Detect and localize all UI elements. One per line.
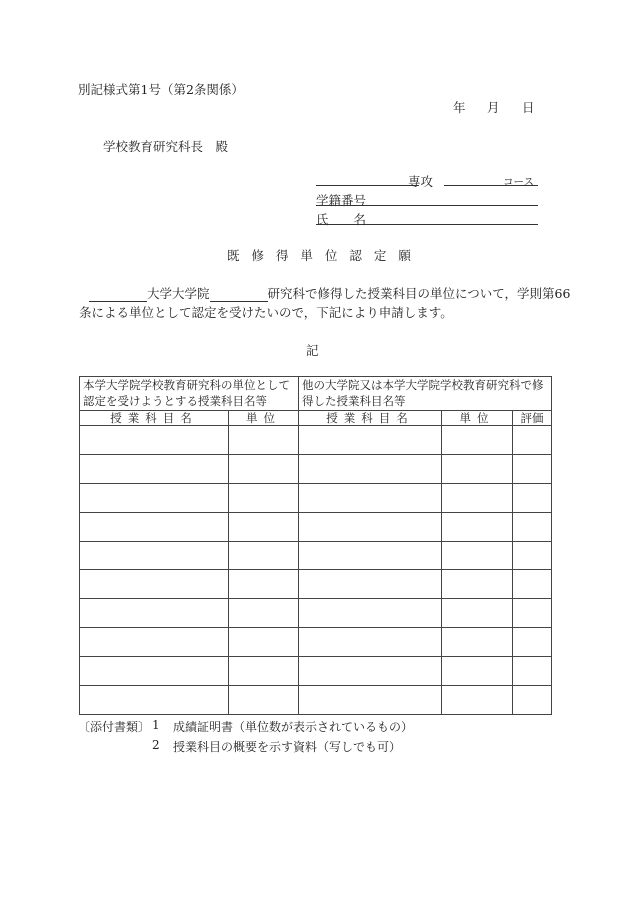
cell-credit-right[interactable] (442, 657, 513, 686)
date-year-label: 年 (453, 100, 466, 115)
cell-subject-left[interactable] (80, 570, 229, 599)
table-row (80, 512, 552, 541)
cell-evaluation[interactable] (513, 570, 552, 599)
cell-credit-right[interactable] (442, 454, 513, 483)
course-label: コース (503, 176, 534, 188)
cell-subject-left[interactable] (80, 426, 229, 455)
attachment-1-num: 1 (152, 718, 160, 732)
cell-subject-right[interactable] (299, 628, 442, 657)
table-row (80, 426, 552, 455)
cell-evaluation[interactable] (513, 512, 552, 541)
student-id-blank (316, 205, 538, 206)
major-label: 専攻 (408, 174, 434, 189)
cell-subject-left[interactable] (80, 512, 229, 541)
cell-subject-right[interactable] (299, 657, 442, 686)
cell-credit-left[interactable] (229, 686, 299, 715)
cell-evaluation[interactable] (513, 628, 552, 657)
cell-subject-right[interactable] (299, 454, 442, 483)
date-month-label: 月 (487, 100, 500, 115)
col-header-credit-left: 単位 (229, 411, 299, 426)
cell-credit-right[interactable] (442, 483, 513, 512)
cell-credit-left[interactable] (229, 628, 299, 657)
cell-subject-left[interactable] (80, 541, 229, 570)
left-header: 本学大学院学校教育研究科の単位として認定を受けようとする授業科目名等 (80, 377, 299, 411)
body-line-2: 条による単位として認定を受けたいので，下記により申請します。 (79, 305, 453, 320)
cell-evaluation[interactable] (513, 657, 552, 686)
cell-evaluation[interactable] (513, 426, 552, 455)
cell-credit-right[interactable] (442, 686, 513, 715)
cell-evaluation[interactable] (513, 541, 552, 570)
cell-subject-left[interactable] (80, 483, 229, 512)
attachment-1-text: 成績証明書（単位数が表示されているもの） (173, 720, 414, 734)
cell-credit-right[interactable] (442, 570, 513, 599)
student-id-label: 学籍番号 (316, 193, 367, 208)
table-row (80, 483, 552, 512)
cell-evaluation[interactable] (513, 599, 552, 628)
name-blank (316, 224, 538, 225)
col-header-credit-right: 単位 (442, 411, 513, 426)
major-blank (316, 185, 419, 186)
body-part-1: 大学大学院 (147, 286, 210, 301)
university-blank (89, 287, 147, 302)
cell-subject-right[interactable] (299, 599, 442, 628)
cell-credit-left[interactable] (229, 570, 299, 599)
addressee: 学校教育研究科長 殿 (103, 139, 229, 154)
credit-table (79, 376, 552, 715)
table-row (80, 686, 552, 715)
cell-evaluation[interactable] (513, 686, 552, 715)
cell-subject-right[interactable] (299, 483, 442, 512)
body-part-2: 研究科で修得した授業科目の単位について，学則第66 (267, 286, 571, 301)
graduate-school-blank (210, 287, 268, 302)
cell-credit-left[interactable] (229, 541, 299, 570)
col-header-subject-right: 授業科目名 (299, 411, 442, 426)
right-header: 他の大学院又は本学大学院学校教育研究科で修得した授業科目名等 (299, 377, 552, 411)
body-line-1 (89, 284, 570, 302)
cell-subject-left[interactable] (80, 657, 229, 686)
col-header-subject-left: 授業科目名 (80, 411, 229, 426)
table-row (80, 657, 552, 686)
cell-subject-left[interactable] (80, 599, 229, 628)
cell-subject-right[interactable] (299, 426, 442, 455)
table-row (80, 628, 552, 657)
cell-credit-right[interactable] (442, 628, 513, 657)
col-header-evaluation: 評価 (513, 411, 552, 426)
cell-credit-left[interactable] (229, 454, 299, 483)
cell-subject-right[interactable] (299, 570, 442, 599)
cell-credit-left[interactable] (229, 657, 299, 686)
cell-subject-left[interactable] (80, 454, 229, 483)
cell-evaluation[interactable] (513, 483, 552, 512)
cell-credit-right[interactable] (442, 599, 513, 628)
table-row (80, 541, 552, 570)
name-label: 氏 名 (316, 212, 367, 227)
table-row (80, 454, 552, 483)
date-day-label: 日 (522, 100, 535, 115)
cell-subject-left[interactable] (80, 686, 229, 715)
ki-label: 記 (306, 343, 319, 358)
cell-credit-left[interactable] (229, 483, 299, 512)
cell-subject-right[interactable] (299, 686, 442, 715)
cell-evaluation[interactable] (513, 454, 552, 483)
cell-subject-left[interactable] (80, 628, 229, 657)
cell-credit-right[interactable] (442, 541, 513, 570)
cell-subject-right[interactable] (299, 541, 442, 570)
cell-credit-right[interactable] (442, 426, 513, 455)
cell-credit-left[interactable] (229, 426, 299, 455)
table-row (80, 570, 552, 599)
attachment-2-num: 2 (152, 738, 160, 752)
table-row (80, 599, 552, 628)
document-title: 既 修 得 単 位 認 定 願 (227, 248, 415, 263)
cell-credit-left[interactable] (229, 599, 299, 628)
cell-credit-left[interactable] (229, 512, 299, 541)
cell-subject-right[interactable] (299, 512, 442, 541)
attachments-label: 〔添付書類〕 (78, 720, 151, 734)
attachment-2-text: 授業科目の概要を示す資料（写しでも可） (173, 740, 402, 754)
form-label: 別記様式第1号（第2条関係） (78, 82, 244, 97)
cell-credit-right[interactable] (442, 512, 513, 541)
